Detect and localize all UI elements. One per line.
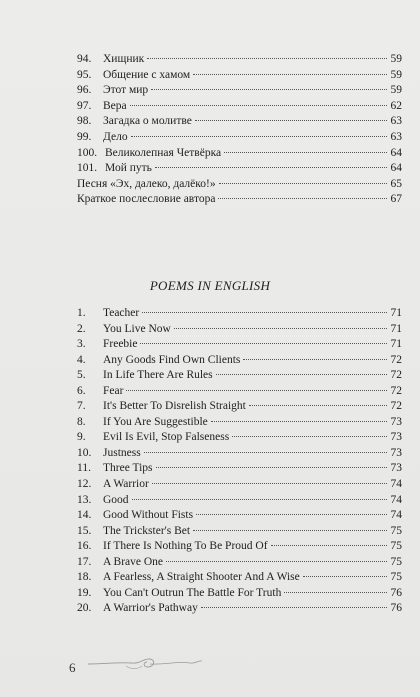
dot-leader [196,514,387,515]
toc-entry-number: 98. [77,115,92,128]
dot-leader [201,607,387,608]
dot-leader [195,120,387,121]
toc-entry-number: 101. [77,162,98,175]
toc-entry-number: 19. [77,586,92,599]
toc-entry-page: 59 [390,84,402,97]
toc-entry [77,415,402,431]
toc-entry-title: Freebie [103,338,138,351]
ornament-flourish-icon [86,652,206,674]
toc-entry-page: 72 [390,400,402,413]
toc-entry [77,192,402,208]
toc-entry-title: Teacher [103,307,140,319]
toc-entry-page: 76 [390,586,402,599]
dot-leader [218,198,387,199]
dot-leader [303,576,387,577]
toc-entry-number: 13. [77,493,92,506]
toc-entry [77,114,402,130]
dot-leader [166,561,387,562]
dot-leader [152,483,387,484]
toc-entry-page: 73 [390,415,402,428]
dot-leader [174,328,387,329]
toc-entry-number: 100. [77,146,98,159]
toc-entry [77,161,402,177]
toc-entry-title: A Warrior [103,478,149,491]
toc-entry-number: 3. [77,338,86,351]
toc-entry-title: A Fearless, A Straight Shooter And A Wise [103,571,300,584]
dot-leader [130,105,387,106]
toc-entry-page: 73 [390,462,402,475]
toc-entry-page: 75 [390,540,402,553]
toc-entry-number: 10. [77,446,92,459]
toc-entry-title: Three Tips [103,462,153,475]
toc-entry-number: 9. [77,431,86,444]
toc-entry [77,384,402,400]
toc-entry-title: Дело [103,130,128,143]
toc-entry-page: 74 [390,493,402,506]
toc-entry-page: 72 [390,353,402,366]
toc-entry-title: Good [103,493,129,506]
toc-entry-title: Песня «Эх, далеко, далёко!» [77,177,216,190]
dot-leader [211,421,387,422]
toc-entry [77,306,402,322]
dot-leader [144,452,387,453]
dot-leader [216,374,387,375]
toc-entry-number: 20. [77,602,92,615]
toc-entry-title: You Live Now [103,322,171,335]
toc-entry-page: 72 [390,369,402,382]
toc-entry-page: 76 [390,602,402,615]
toc-entry-page: 72 [390,384,402,397]
dot-leader [232,436,387,437]
toc-entry [77,493,402,509]
dot-leader [249,405,387,406]
toc-entry-title: The Trickster's Bet [103,524,191,537]
toc-entry-page: 63 [390,115,402,128]
toc-entry-number: 94. [77,53,92,65]
toc-entry-page: 67 [390,193,402,206]
toc-entry-number: 2. [77,322,86,335]
toc-entry-title: A Brave One [103,555,164,568]
toc-entry-page: 75 [390,571,402,584]
toc-entry [77,601,402,617]
toc-entry-page: 75 [390,524,402,537]
dot-leader [193,530,387,531]
dot-leader [126,390,387,391]
dot-leader [224,152,387,153]
toc-entry-title: Этот мир [103,84,149,97]
toc-entry-title: Краткое послесловие автора [77,193,216,206]
toc-entry-title: Fear [103,384,124,397]
section-heading: POEMS IN ENGLISH [149,278,271,293]
toc-entry [77,508,402,524]
toc-entry-number: 16. [77,540,92,553]
dot-leader [140,343,387,344]
toc-entry [77,586,402,602]
toc-entry [77,539,402,555]
toc-list-russian [77,52,402,208]
toc-entry-number: 97. [77,99,92,112]
dot-leader [155,167,387,168]
toc-entry-page: 73 [390,446,402,459]
dot-leader [193,74,387,75]
toc-list-english [77,306,402,617]
toc-entry-number: 18. [77,571,92,584]
toc-entry-number: 1. [77,307,86,319]
toc-entry [77,130,402,146]
toc-entry-title: If There Is Nothing To Be Proud Of [103,540,268,553]
toc-entry [77,177,402,193]
toc-entry-title: You Can't Outrun The Battle For Truth [103,586,282,599]
dot-leader [284,592,387,593]
toc-entry-page: 65 [390,177,402,190]
toc-entry-title: Good Without Fists [103,509,194,522]
toc-entry-page: 73 [390,431,402,444]
toc-entry-title: Evil Is Evil, Stop Falseness [103,431,230,444]
toc-entry [77,461,402,477]
toc-entry-page: 71 [390,322,402,335]
toc-entry-title: Justness [103,446,141,459]
toc-entry-page: 74 [390,509,402,522]
toc-entry-number: 7. [77,400,86,413]
toc-entry-title: It's Better To Disrelish Straight [103,400,246,413]
toc-entry [77,477,402,493]
toc-entry-page: 64 [390,146,402,159]
toc-entry [77,337,402,353]
toc-entry [77,430,402,446]
toc-entry-page: 74 [390,478,402,491]
toc-entry-title: Any Goods Find Own Clients [103,353,241,366]
dot-leader [243,359,387,360]
toc-entry-page: 62 [390,99,402,112]
toc-entry-number: 99. [77,130,92,143]
toc-entry-number: 15. [77,524,92,537]
toc-entry-number: 14. [77,509,92,522]
toc-entry-title: Загадка о молитве [103,115,192,128]
page-number: 6 [69,660,76,675]
toc-entry-title: A Warrior's Pathway [103,602,198,615]
toc-entry [77,353,402,369]
toc-entry [77,146,402,162]
toc-entry-page: 59 [390,68,402,81]
toc-entry-number: 96. [77,84,92,97]
toc-entry-number: 8. [77,415,86,428]
dot-leader [151,89,387,90]
toc-entry-page: 71 [390,307,402,319]
toc-entry-title: Общение с хамом [103,68,191,81]
toc-entry-number: 4. [77,353,86,366]
toc-entry-title: In Life There Are Rules [103,369,213,382]
toc-entry-title: Хищник [103,53,145,65]
dot-leader [156,467,387,468]
toc-entry-title: If You Are Suggestible [103,415,208,428]
dot-leader [131,136,387,137]
toc-entry-number: 11. [77,462,91,475]
dot-leader [271,545,387,546]
dot-leader [147,58,387,59]
toc-entry [77,52,402,68]
toc-entry [77,368,402,384]
toc-entry [77,399,402,415]
toc-entry-title: Вера [103,99,127,112]
toc-entry-page: 63 [390,130,402,143]
toc-entry [77,446,402,462]
toc-entry-page: 75 [390,555,402,568]
toc-entry-title: Мой путь [105,162,152,175]
toc-entry-page: 71 [390,338,402,351]
toc-entry-title: Великолепная Четвёрка [105,146,222,159]
toc-entry-page: 59 [390,53,402,65]
toc-entry-number: 6. [77,384,86,397]
toc-entry [77,555,402,571]
toc-entry [77,99,402,115]
dot-leader [132,499,387,500]
toc-entry-number: 5. [77,369,86,382]
toc-entry [77,83,402,99]
toc-entry-number: 12. [77,478,92,491]
toc-entry-page: 64 [390,162,402,175]
toc-entry [77,524,402,540]
dot-leader [142,312,387,313]
toc-entry-number: 95. [77,68,92,81]
dot-leader [219,183,387,184]
toc-entry-number: 17. [77,555,92,568]
toc-entry [77,570,402,586]
toc-entry [77,322,402,338]
toc-entry [77,68,402,84]
